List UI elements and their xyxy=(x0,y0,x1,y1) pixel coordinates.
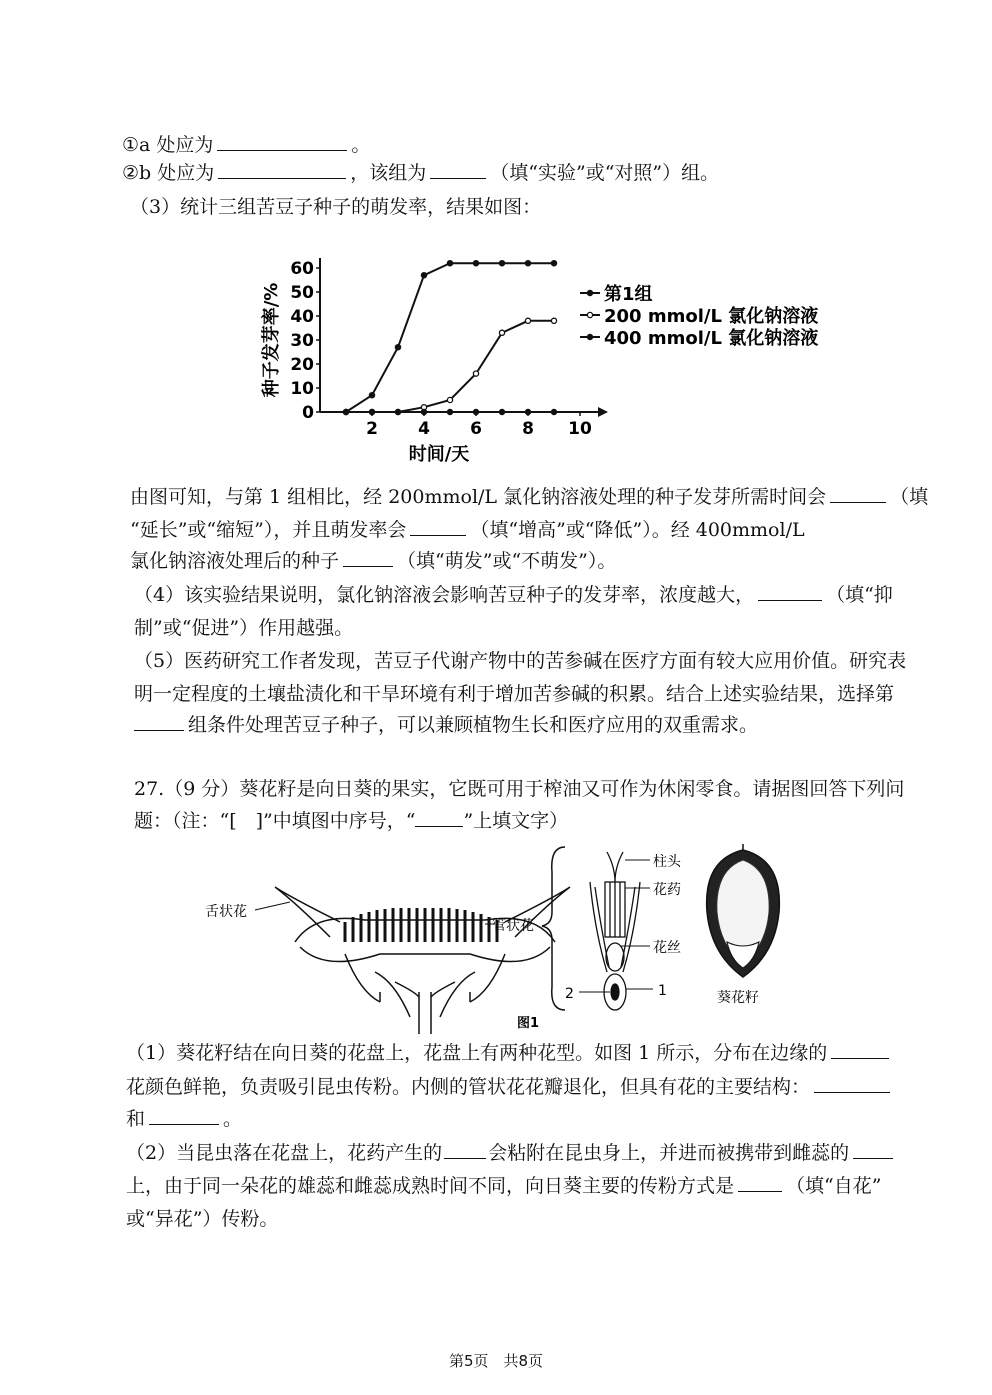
label-tube-flower: 管状花 xyxy=(492,918,534,934)
q26-a-line xyxy=(122,132,370,158)
y-tick-label: 0 xyxy=(302,403,314,423)
answer-blank-structure-1[interactable] xyxy=(814,1074,890,1093)
x-tick-label: 10 xyxy=(568,419,592,439)
p3-text1-end: （填 xyxy=(890,486,929,508)
label-stigma: 柱头 xyxy=(653,854,681,870)
data-point xyxy=(343,409,348,414)
p2-b1: 上，由于同一朵花的雄蕊和雌蕊成熟时间不同，向日葵主要的传粉方式是 xyxy=(126,1175,735,1197)
data-point xyxy=(447,397,452,402)
single-floret-drawing xyxy=(590,852,640,1010)
p3-text1: 由图可知，与第 1 组相比，经 200mmol/L 氯化钠溶液处理的种子发芽所需时间会 xyxy=(130,486,827,508)
data-point xyxy=(421,273,426,278)
data-point xyxy=(499,409,504,414)
answer-blank-structure-2[interactable] xyxy=(149,1106,219,1125)
chart-series xyxy=(343,261,556,415)
legend-marker xyxy=(587,312,592,317)
label-tongue-flower: 舌状花 xyxy=(205,904,247,920)
intro-blank-sample xyxy=(415,808,463,827)
a-line-suffix: 。 xyxy=(351,134,371,156)
legend-marker xyxy=(587,290,592,295)
legend-entry: 第1组 xyxy=(604,284,653,305)
y-tick-label: 40 xyxy=(290,307,314,327)
p1-b: 花颜色鲜艳，负责吸引昆虫传粉。内侧的管状花花瓣退化，但具有花的主要结构： xyxy=(126,1076,811,1098)
q26-p3-text2 xyxy=(130,517,805,543)
x-tick-label: 8 xyxy=(522,419,534,439)
p1-c2: 。 xyxy=(223,1108,243,1130)
answer-blank-edge-flower[interactable] xyxy=(831,1040,889,1059)
intro-b: 题：（注：“[ ]”中填图中序号，“ xyxy=(134,810,416,832)
q27-p1-line2 xyxy=(126,1074,890,1100)
q26-p5-line1: （5）医药研究工作者发现，苦豆子代谢产物中的苦参碱在医疗方面有较大应用价值。研究表 xyxy=(134,650,907,672)
data-point xyxy=(525,318,530,323)
tongue-pointer xyxy=(255,902,290,910)
legend-marker xyxy=(587,334,592,339)
figure-caption: 图1 xyxy=(517,1016,540,1031)
data-point xyxy=(525,261,530,266)
y-tick-label: 10 xyxy=(290,379,314,399)
sunflower-figure xyxy=(195,842,815,1042)
answer-blank-rate[interactable] xyxy=(410,517,466,536)
x-tick-label: 2 xyxy=(366,419,378,439)
legend-entry: 200 mmol/L 氯化钠溶液 xyxy=(604,306,819,327)
data-point xyxy=(473,261,478,266)
label-seed: 葵花籽 xyxy=(717,990,759,1006)
p2-a2: 会粘附在昆虫身上，并进而被携带到雌蕊的 xyxy=(488,1142,850,1164)
q27-p2-line1 xyxy=(126,1140,893,1166)
b-line-prefix: ②b 处应为 xyxy=(122,162,215,184)
legend-entry: 400 mmol/L 氯化钠溶液 xyxy=(604,328,819,349)
page-footer: 第5页 共8页 xyxy=(448,1352,544,1370)
series-line-1 xyxy=(346,263,554,412)
label-filament: 花丝 xyxy=(653,940,681,956)
p2-b2: （填“自花” xyxy=(786,1175,882,1197)
data-point xyxy=(369,409,374,414)
p5-c: 组条件处理苦豆子种子，可以兼顾植物生长和医疗应用的双重需求。 xyxy=(188,714,759,736)
brace xyxy=(542,847,565,1010)
x-axis-label: 时间/天 xyxy=(408,444,470,465)
answer-blank-inhibit[interactable] xyxy=(758,582,822,601)
data-point xyxy=(551,261,556,266)
x-tick-label: 4 xyxy=(418,419,430,439)
p1-c1: 和 xyxy=(126,1108,146,1130)
data-point xyxy=(551,409,556,414)
data-point xyxy=(499,261,504,266)
answer-blank-group[interactable] xyxy=(134,712,184,731)
q26-p4-line1 xyxy=(134,582,893,608)
x-axis-arrow xyxy=(598,407,608,417)
q26-p5-line3 xyxy=(134,712,758,738)
y-axis-label: 种子发芽率/% xyxy=(261,282,282,398)
label-anther: 花药 xyxy=(653,882,681,898)
data-point xyxy=(525,409,530,414)
data-point xyxy=(447,409,452,414)
p4-a: （4）该实验结果说明，氯化钠溶液会影响苦豆种子的发芽率，浓度越大， xyxy=(134,584,755,606)
answer-blank-a[interactable] xyxy=(217,132,347,151)
tube-florets-row xyxy=(345,908,497,942)
p3-text2a: “延长”或“缩短”），并且萌发率会 xyxy=(130,519,407,541)
data-point xyxy=(551,318,556,323)
chart-axes xyxy=(260,258,608,465)
q26-b-line xyxy=(122,160,719,186)
y-tick-label: 60 xyxy=(290,259,314,279)
q26-p5-line2: 明一定程度的土壤盐渍化和干旱环境有利于增加苦参碱的积累。结合上述实验结果，选择第 xyxy=(134,683,895,705)
a-line-prefix: ①a 处应为 xyxy=(122,134,214,156)
q27-p1-line3 xyxy=(126,1106,242,1132)
q26-p3-text1 xyxy=(130,484,928,510)
x-tick-label: 6 xyxy=(470,419,482,439)
q27-intro-line2 xyxy=(134,808,568,834)
y-tick-label: 20 xyxy=(290,355,314,375)
answer-blank-pollen[interactable] xyxy=(444,1140,486,1159)
label-2: 2 xyxy=(565,986,574,1002)
answer-blank-b[interactable] xyxy=(218,160,346,179)
data-point xyxy=(395,345,400,350)
p2-a1: （2）当昆虫落在花盘上，花药产生的 xyxy=(126,1142,443,1164)
data-point xyxy=(395,409,400,414)
data-point xyxy=(447,261,452,266)
q27-p2-line3: 或“异花”）传粉。 xyxy=(126,1208,279,1230)
data-point xyxy=(421,409,426,414)
answer-blank-pollination[interactable] xyxy=(738,1173,782,1192)
sunflower-seed-drawing xyxy=(707,844,780,977)
data-point xyxy=(499,330,504,335)
data-point xyxy=(473,409,478,414)
p3-text3a: 氯化钠溶液处理后的种子 xyxy=(130,550,340,572)
data-point xyxy=(473,371,478,376)
p3-text2b: （填“增高”或“降低”）。经 400mmol/L xyxy=(470,519,805,541)
chart-legend xyxy=(580,283,818,349)
p3-text3b: （填“萌发”或“不萌发”）。 xyxy=(397,550,617,572)
b-line-suffix: （填“实验”或“对照”）组。 xyxy=(490,162,720,184)
b-line-mid: ，该组为 xyxy=(350,162,427,184)
p4-b: （填“抑 xyxy=(826,584,893,606)
answer-blank-stigma[interactable] xyxy=(853,1140,893,1159)
germination-chart xyxy=(255,245,855,465)
y-tick-label: 30 xyxy=(290,331,314,351)
p1-a: （1）葵花籽结在向日葵的花盘上，花盘上有两种花型。如图 1 所示，分布在边缘的 xyxy=(126,1042,828,1064)
answer-blank-b-group[interactable] xyxy=(430,160,486,179)
data-point xyxy=(369,393,374,398)
label-1: 1 xyxy=(658,983,667,999)
q26-p3-text3 xyxy=(130,548,616,574)
answer-blank-germinate[interactable] xyxy=(343,548,393,567)
answer-blank-time[interactable] xyxy=(830,484,886,503)
q26-p4-line2: 制”或“促进”）作用越强。 xyxy=(134,617,354,639)
q26-p3-intro: （3）统计三组苦豆子种子的萌发率，结果如图： xyxy=(130,196,542,218)
intro-b-end: ”上填文字） xyxy=(463,810,569,832)
q27-p2-line2 xyxy=(126,1173,881,1199)
q27-p1-line1 xyxy=(126,1040,889,1066)
y-tick-label: 50 xyxy=(290,283,314,303)
q27-intro-line1: 27.（9 分）葵花籽是向日葵的果实，它既可用于榨油又可作为休闲零食。请据图回答下列问 xyxy=(134,778,905,800)
